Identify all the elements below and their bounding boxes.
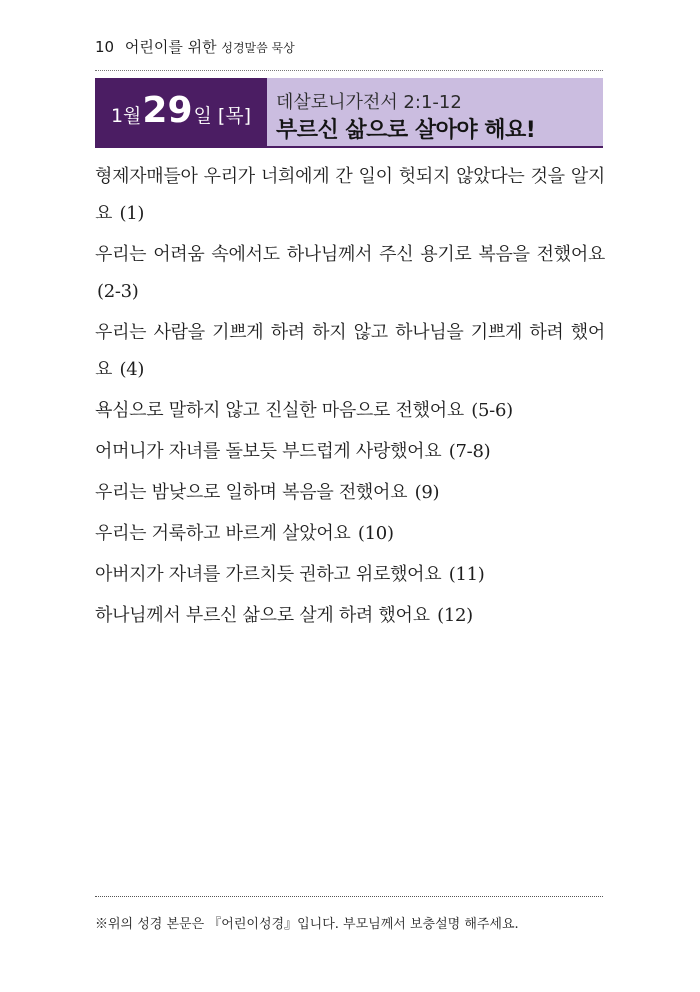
scripture-paragraph (95, 556, 605, 593)
scripture-paragraph (95, 515, 605, 552)
scripture-paragraph (95, 597, 605, 634)
scripture-paragraph (95, 433, 605, 470)
date-month: 1월 (110, 105, 142, 127)
devotion-header (95, 78, 603, 146)
scripture-body (95, 158, 605, 638)
verse-number: (1) (119, 203, 145, 224)
book-title-sub: 성경말씀 묵상 (221, 41, 295, 55)
paragraph-text: 어머니가 자녀를 돌보듯 부드럽게 사랑했어요 (95, 441, 442, 462)
paragraph-text: 아버지가 자녀를 가르치듯 권하고 위로했어요 (95, 564, 442, 585)
scripture-paragraph (95, 474, 605, 511)
scripture-paragraph (95, 314, 605, 388)
date-weekday: [목] (217, 105, 252, 127)
footer-divider (95, 896, 603, 897)
page-number: 10 (95, 38, 115, 56)
paragraph-text: 우리는 어려움 속에서도 하나님께서 주신 용기로 복음을 전했어요 (95, 244, 605, 265)
scripture-paragraph (95, 158, 605, 232)
date-block (95, 78, 267, 146)
scripture-reference: 데살로니가전서 2:1-12 (276, 92, 462, 113)
verse-number: (7-8) (448, 441, 491, 462)
verse-number: (2-3) (97, 281, 139, 302)
paragraph-text: 하나님께서 부르신 삶으로 살게 하려 했어요 (95, 605, 430, 626)
scripture-paragraph (95, 236, 605, 310)
paragraph-text: 욕심으로 말하지 않고 진실한 마음으로 전했어요 (95, 400, 464, 421)
date-day-suffix: 일 (193, 105, 212, 127)
devotion-title: 부르신 삶으로 살아야 해요! (276, 118, 536, 143)
verse-number: (10) (357, 523, 394, 544)
paragraph-text: 우리는 사람을 기쁘게 하려 하지 않고 하나님을 기쁘게 하려 했어요 (95, 322, 605, 380)
paragraph-text: 우리는 거룩하고 바르게 살았어요 (95, 523, 351, 544)
running-head (95, 36, 295, 57)
title-block (267, 78, 603, 146)
book-title-main: 어린이를 위한 (124, 38, 217, 56)
verse-number: (5-6) (471, 400, 513, 421)
footer-note: ※위의 성경 본문은 『어린이성경』입니다. 부모님께서 보충설명 해주세요. (95, 917, 519, 932)
date-day: 29 (142, 90, 193, 131)
verse-number: (12) (437, 605, 473, 626)
scripture-paragraph (95, 392, 605, 429)
header-divider (95, 70, 603, 72)
verse-number: (4) (119, 359, 145, 380)
header-underline (95, 146, 603, 148)
paragraph-text: 우리는 밤낮으로 일하며 복음을 전했어요 (95, 482, 408, 503)
paragraph-text: 형제자매들아 우리가 너희에게 간 일이 헛되지 않았다는 것을 알지요 (95, 166, 605, 224)
verse-number: (11) (448, 564, 485, 585)
verse-number: (9) (414, 482, 440, 503)
